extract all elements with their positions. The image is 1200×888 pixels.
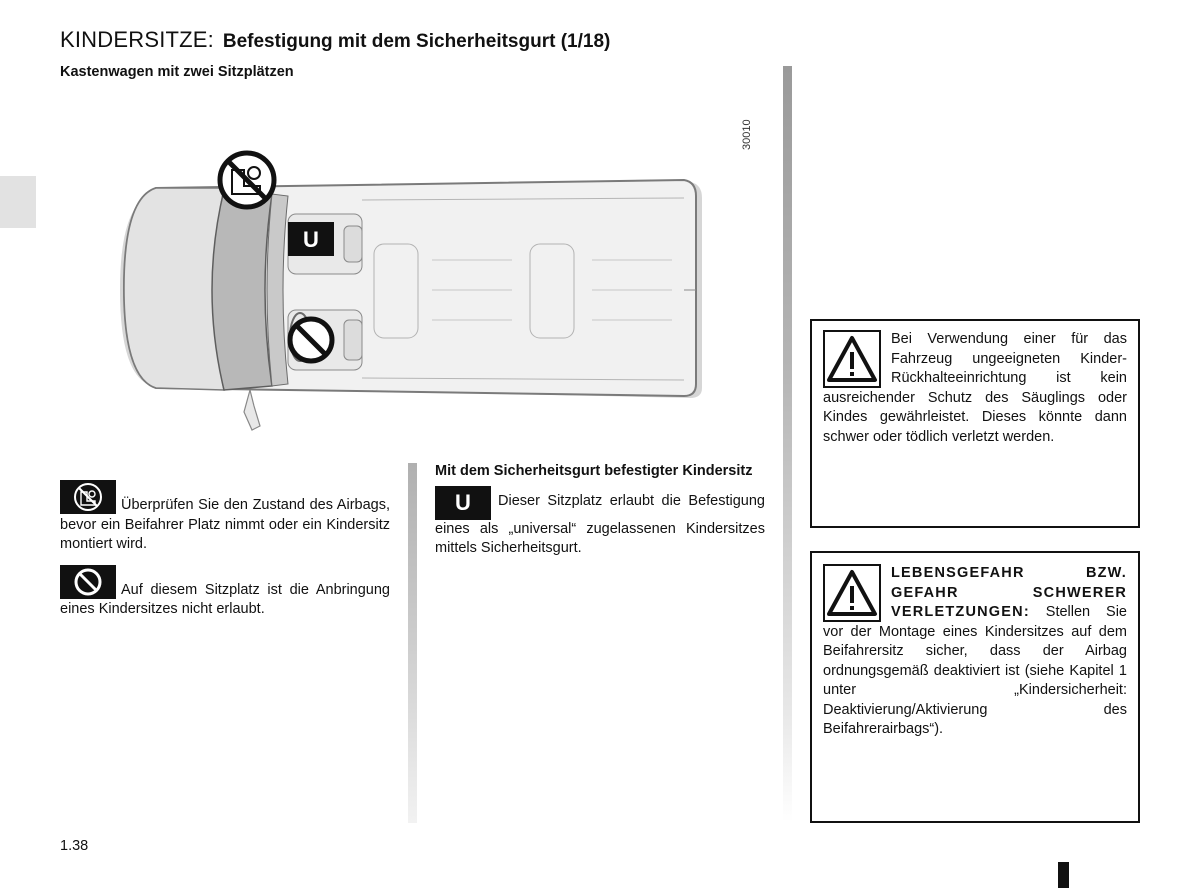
van-top-view-illustration [112,140,712,440]
warning-box-danger [810,551,1140,823]
universal-seat-paragraph [435,486,765,559]
chapter-tab [0,176,36,228]
danger-heading: LEBENSGEFAHR BZW. GEFAHR SCHWERER VERLETZUNGEN: [891,565,1127,620]
airbag-check-icon [60,480,116,514]
universal-seat-label-on-figure [288,222,334,256]
danger-text: Stellen Sie vor der Montage eines Kindersitzes auf dem Beifahrersitz sicher, dass der Airbag ordnungsgemäß deaktiviert ist (siehe Kapitel 1 unter „Kindersicherheit: Deaktivierung/Aktivierung des Beifahrerairbags“). [823,604,1127,737]
airbag-warning-symbol-on-figure [220,153,274,207]
universal-seat-icon: U [435,486,491,520]
prohibited-icon [60,565,116,599]
airbag-check-text: Überprüfen Sie den Zustand des Airbags, bevor ein Beifahrer Platz nimmt oder ein Kindersitz montiert wird. [60,497,390,552]
page-edge-marker [1058,862,1069,888]
warning-text-1: Bei Verwendung einer für das Fahrzeug ungeeigneten Kinder-Rückhalteeinrichtung ist kein ausreichender Schutz des Säuglings oder Kindes gewährleistet. Dieses könnte dann schwer oder tödlich verletzt werden. [823,331,1127,445]
figure-code: 30010 [741,119,753,150]
page-title [60,18,610,55]
warning-triangle-icon [823,564,881,622]
column-divider-middle [408,463,417,823]
prohibited-seat-text: Auf diesem Sitzplatz ist die Anbringung eines Kindersitzes nicht erlaubt. [60,581,390,617]
page-number: 1.38 [60,838,89,854]
title-main: KINDERSITZE: [60,27,214,52]
left-column [60,480,390,630]
universal-seat-text: Dieser Sitzplatz erlaubt die Befestigung eines als „universal“ zugelassenen Kindersitzes mittels Sicherheitsgurt. [435,492,765,556]
middle-column [435,462,765,559]
prohibited-seat-paragraph [60,565,390,620]
title-sub: Befestigung mit dem Sicherheitsgurt (1/18) [222,31,611,52]
warning-box-unsuitable-seat [810,319,1140,528]
section-subheading: Kastenwagen mit zwei Sitzplätzen [60,64,294,80]
svg-text:U: U [303,227,319,252]
prohibited-seat-symbol-on-figure [290,319,332,361]
column-divider-right [783,66,792,822]
airbag-check-paragraph [60,480,390,555]
belt-fixed-heading: Mit dem Sicherheitsgurt befestigter Kindersitz [435,463,753,479]
warning-triangle-icon [823,330,881,388]
